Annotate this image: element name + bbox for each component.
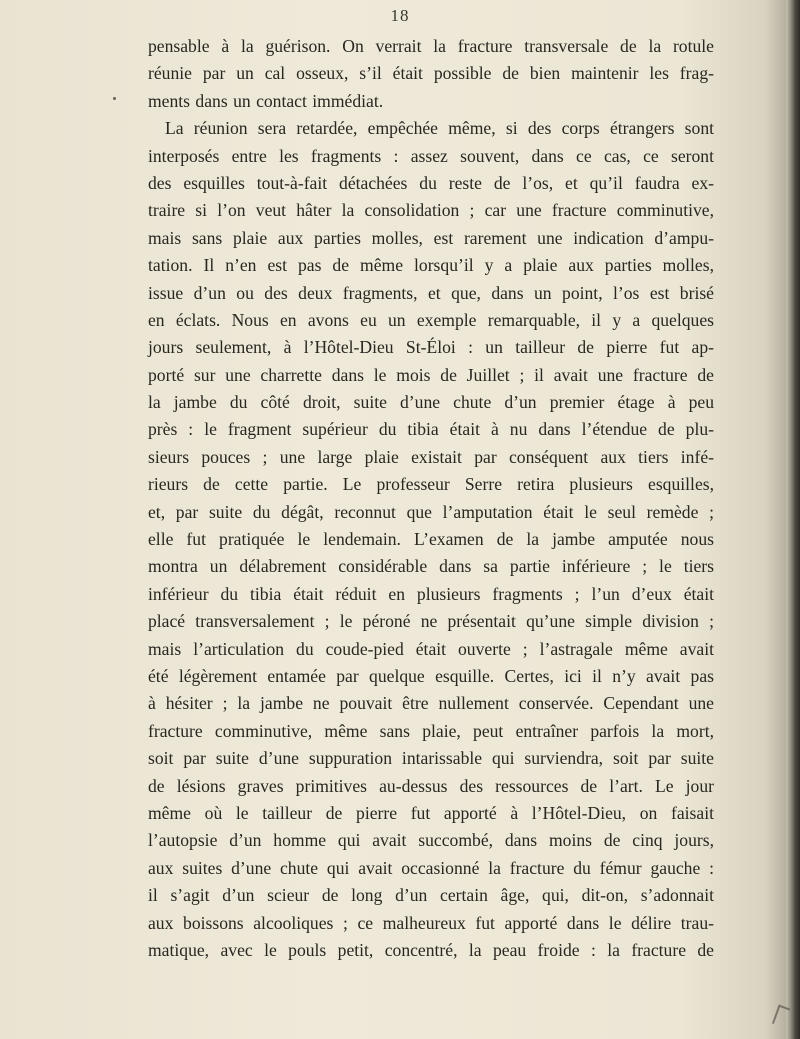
page-edge — [786, 0, 800, 1039]
page-number: 18 — [390, 6, 410, 25]
text-line: mais sans plaie aux parties molles, est rarement une indication d’ampu- — [148, 227, 714, 248]
text-line: des esquilles tout-à-fait détachées du reste de l’os, et qu’il faudra ex- — [148, 172, 714, 193]
text-line: matique, avec le pouls petit, concentré, la peau froide : la fracture de — [148, 939, 714, 960]
text-line: il s’agit d’un scieur de long d’un certain âge, qui, dit-on, s’adonnait — [148, 885, 714, 906]
text-line: issue d’un ou des deux fragments, et que, dans un point, l’os est brisé — [148, 282, 714, 303]
text-line: fracture comminutive, même sans plaie, peut entraîner parfois la mort, — [148, 720, 714, 741]
text-line: placé transversalement ; le péroné ne présentait qu’une simple division ; — [148, 611, 714, 632]
text-line: près : le fragment supérieur du tibia était à nu dans l’étendue de plu- — [148, 419, 714, 440]
text-line: mais l’articulation du coude-pied était ouverte ; l’astragale même avait — [148, 638, 714, 659]
text-line: pensable à la guérison. On verrait la fracture transversale de la rotule — [148, 36, 714, 56]
text-line: aux boissons alcooliques ; ce malheureux fut apporté dans le délire trau- — [148, 912, 714, 933]
text-line: aux suites d’une chute qui avait occasionné la fracture du fémur gauche : — [148, 857, 714, 878]
text-line: traire si l’on veut hâter la consolidation ; car une fracture comminutive, — [148, 200, 714, 221]
text-line: elle fut pratiquée le lendemain. L’examen de la jambe amputée nous — [148, 529, 714, 550]
text-line: tation. Il n’en est pas de même lorsqu’il y a plaie aux parties molles, — [148, 255, 714, 276]
paragraph-start-line: La réunion sera retardée, empêchée même, si des corps étrangers sont — [165, 118, 714, 139]
body-text — [148, 33, 714, 964]
text-line: jours seulement, à l’Hôtel-Dieu St-Éloi : un tailleur de pierre fut ap- — [148, 337, 714, 358]
text-line: porté sur une charrette dans le mois de Juillet ; il avait une fracture de — [148, 364, 714, 385]
text-line: été légèrement entamée par quelque esquille. Certes, ici il n’y avait pas — [148, 665, 714, 686]
text-line: et, par suite du dégât, reconnut que l’amputation était le seul remède ; — [148, 501, 714, 522]
text-line: rieurs de cette partie. Le professeur Serre retira plusieurs esquilles, — [148, 474, 714, 495]
text-line: interposés entre les fragments : assez souvent, dans ce cas, ce seront — [148, 145, 714, 166]
text-line: soit par suite d’une suppuration intarissable qui surviendra, soit par suite — [148, 748, 714, 769]
text-line: même où le tailleur de pierre fut apporté à l’Hôtel-Dieu, on faisait — [148, 802, 714, 823]
page-gutter-shadow — [764, 0, 786, 1039]
text-line: la jambe du côté droit, suite d’une chute d’un premier étage à peu — [148, 392, 714, 413]
text-line: inférieur du tibia était réduit en plusieurs fragments ; l’un d’eux était — [148, 583, 714, 604]
text-line: montra un délabrement considérable dans sa partie inférieure ; le tiers — [148, 556, 714, 577]
text-line: ments dans un contact immédiat. — [148, 90, 384, 111]
text-line: sieurs pouces ; une large plaie existait par conséquent aux tiers infé- — [148, 446, 714, 467]
text-line: réunie par un cal osseux, s’il était possible de bien maintenir les frag- — [148, 63, 714, 84]
ink-speck — [113, 97, 116, 100]
text-line: de lésions graves primitives au-dessus des ressources de l’art. Le jour — [148, 775, 714, 796]
text-line: en éclats. Nous en avons eu un exemple remarquable, il y a quelques — [148, 309, 714, 330]
text-line: l’autopsie d’un homme qui avait succombé, dans moins de cinq jours, — [148, 830, 714, 851]
text-line: à hésiter ; la jambe ne pouvait être nullement conservée. Cependant une — [148, 693, 714, 714]
